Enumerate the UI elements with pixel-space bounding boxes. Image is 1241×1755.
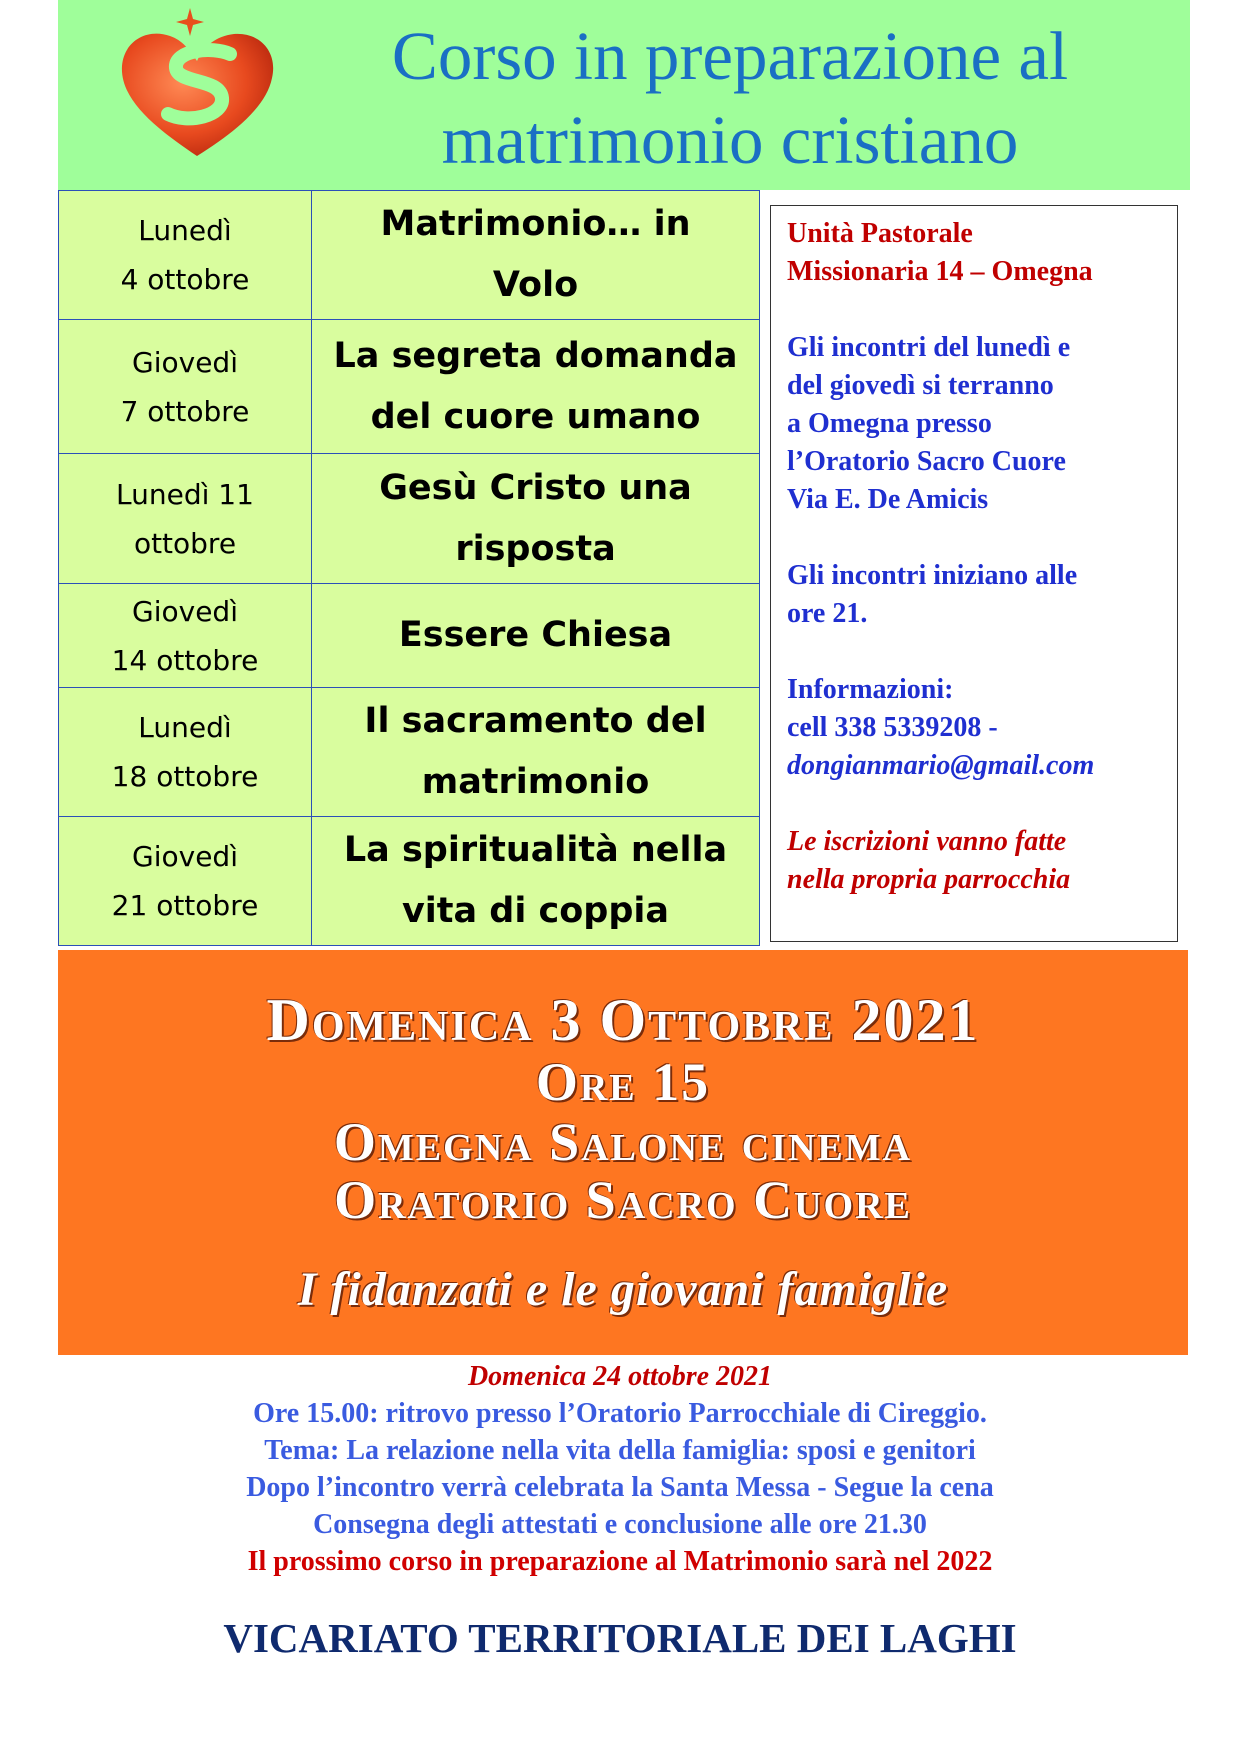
topic-line: Essere Chiesa xyxy=(398,615,673,655)
date-day: Lunedì xyxy=(138,711,232,744)
topic-line: matrimonio xyxy=(421,762,650,802)
schedule-row xyxy=(59,584,760,688)
footer-title: VICARIATO TERRITORIALE DEI LAGHI xyxy=(223,1615,1017,1661)
topic-line: vita di coppia xyxy=(401,891,670,931)
venue-text: del giovedì si terranno xyxy=(787,370,1054,401)
closing-text: Dopo l’incontro verrà celebrata la Santa Messa - Segue la cena xyxy=(246,1472,994,1503)
date-month: 7 ottobre xyxy=(120,394,250,428)
schedule-table xyxy=(58,190,760,946)
closing-text: Ore 15.00: ritrovo presso l’Oratorio Parrocchiale di Cireggio. xyxy=(253,1398,987,1429)
venue-text: Via E. De Amicis xyxy=(787,484,989,515)
contact-label: Informazioni: xyxy=(787,674,954,705)
date-day: Giovedì xyxy=(132,594,238,628)
topic-line: La spiritualità nella xyxy=(343,830,728,870)
banner-date: Domenica 3 Ottobre 2021 xyxy=(266,987,980,1053)
schedule-topic xyxy=(312,320,760,454)
time-text: Gli incontri iniziano alle xyxy=(787,560,1078,591)
date-month: 14 ottobre xyxy=(111,643,259,677)
schedule-topic xyxy=(312,817,760,946)
closing-text: Tema: La relazione nella vita della famiglia: sposi e genitori xyxy=(264,1435,976,1466)
venue-text: l’Oratorio Sacro Cuore xyxy=(787,446,1066,477)
page-title xyxy=(300,14,1160,182)
venue-text: Gli incontri del lunedì e xyxy=(787,332,1071,363)
schedule-row xyxy=(59,688,760,817)
date-day: Giovedì xyxy=(132,840,238,873)
topic-line: Gesù Cristo una xyxy=(379,467,692,508)
registration-note: nella propria parrocchia xyxy=(787,864,1071,895)
schedule-row xyxy=(59,817,760,946)
schedule-date xyxy=(59,688,312,817)
heart-logo-icon xyxy=(112,6,282,166)
topic-line: Volo xyxy=(492,265,579,305)
registration-note: Le iscrizioni vanno fatte xyxy=(787,826,1067,857)
schedule-date xyxy=(59,584,312,688)
schedule-topic xyxy=(312,454,760,584)
venue-text: a Omegna presso xyxy=(787,408,992,439)
date-month: 4 ottobre xyxy=(120,263,250,296)
topic-line: risposta xyxy=(455,528,616,569)
closing-date: Domenica 24 ottobre 2021 xyxy=(467,1361,773,1392)
topic-line: Il sacramento del xyxy=(364,701,707,741)
date-month: 18 ottobre xyxy=(111,760,259,793)
title-line-2: matrimonio cristiano xyxy=(441,102,1019,178)
closing-text: Consegna degli attestati e conclusione alle ore 21.30 xyxy=(313,1509,927,1540)
contact-email-link[interactable]: dongianmario@gmail.com xyxy=(787,750,1095,781)
schedule-row xyxy=(59,320,760,454)
schedule-date xyxy=(59,454,312,584)
org-name: Missionaria 14 – Omegna xyxy=(787,256,1093,287)
info-box xyxy=(770,205,1178,942)
topic-line: del cuore umano xyxy=(370,396,701,437)
org-name: Unità Pastorale xyxy=(787,218,973,249)
schedule-topic xyxy=(312,688,760,817)
date-day: Lunedì xyxy=(138,214,232,247)
schedule-date xyxy=(59,817,312,946)
banner-venue: Oratorio Sacro Cuore xyxy=(334,1170,912,1230)
schedule-row xyxy=(59,454,760,584)
banner-venue: Omegna Salone cinema xyxy=(333,1112,913,1172)
date-month: 21 ottobre xyxy=(111,889,259,922)
title-line-1: Corso in preparazione al xyxy=(391,18,1069,94)
time-text: ore 21. xyxy=(787,598,868,629)
schedule-row xyxy=(59,191,760,320)
banner-time: Ore 15 xyxy=(535,1052,711,1112)
date-month: ottobre xyxy=(133,526,237,560)
date-day: Giovedì xyxy=(132,345,238,379)
schedule-topic xyxy=(312,584,760,688)
event-banner xyxy=(58,950,1188,1355)
schedule-date xyxy=(59,320,312,454)
contact-phone: cell 338 5339208 - xyxy=(787,712,998,743)
topic-line: Matrimonio… in xyxy=(380,204,691,244)
next-course-note: Il prossimo corso in preparazione al Matrimonio sarà nel 2022 xyxy=(247,1546,993,1577)
banner-subtitle: I fidanzati e le giovani famiglie xyxy=(297,1263,949,1316)
schedule-date xyxy=(59,191,312,320)
schedule-topic xyxy=(312,191,760,320)
topic-line: La segreta domanda xyxy=(333,335,738,376)
date-day: Lunedì 11 xyxy=(116,477,254,511)
